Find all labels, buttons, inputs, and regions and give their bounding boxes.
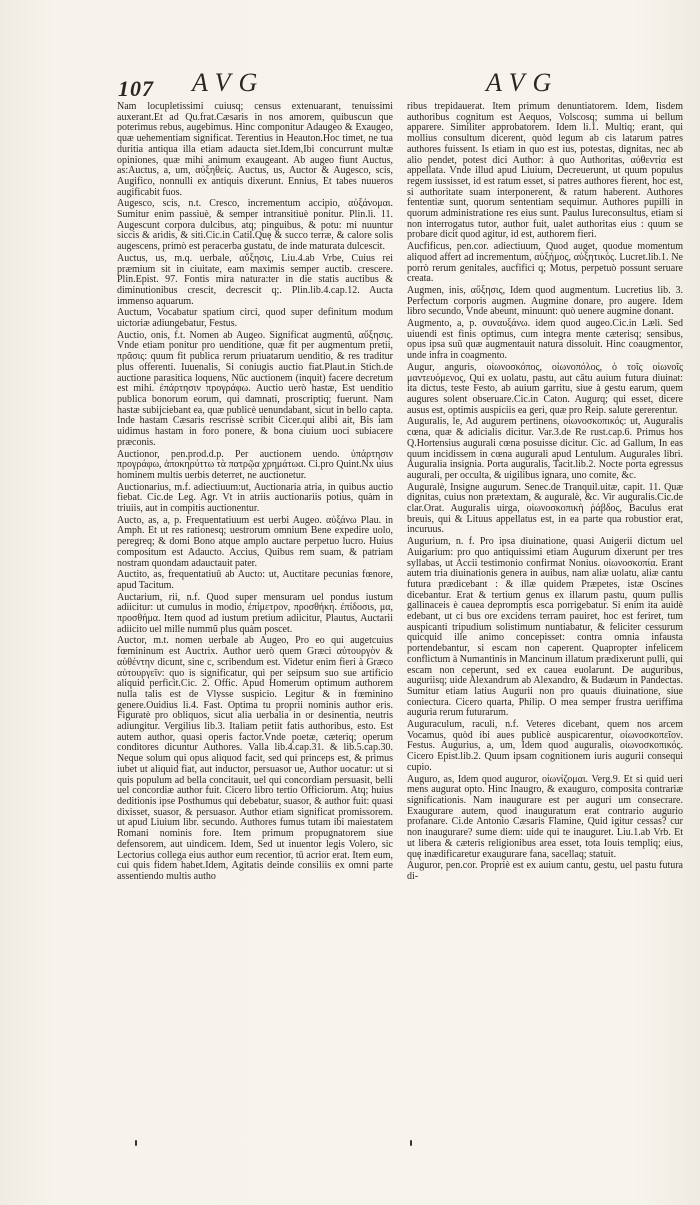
right-column [407, 102, 683, 1142]
dictionary-entry: Auctus, us, m.q. uerbale, αὔξησις, Liu.4.ab Vrbe, Cuius rei præmium sit in ciuitate, eam maximis semper auctib. crescere. Plin.Epist. 97. Fontis mira natura:ter in die statis auctibus & diminutionibus crescit, decrescit q;. Plin.lib.4.cap.12. Aucta immenso aquarum. [117, 252, 393, 307]
dictionary-entry: Auctionarius, m.f. adiectiuum:ut, Auctionaria atria, in quibus auctio fiebat. Cic.de Leg. Agr. Vt in atriis auctionariis potius, quàm in triuiis, aut in compitis auctionentur. [117, 481, 393, 515]
dictionary-entry: Auctito, as, frequentatiuū ab Aucto: ut, Auctitare pecunias fœnore, apud Tacitum. [117, 569, 393, 591]
dictionary-entry: Auctionor, pen.prod.d.p. Per auctionem uendo. ὑπάρτησιν προγράφω, ἀποκηρύττω τὰ πατρῷα χρημάτωα. Ci.pro Quint.Nx uius hominem multis uerbis deterret, ne auctionetur. [117, 448, 393, 481]
dictionary-entry: Augmen, inis, αὔξησις, Idem quod augmentum. Lucretius lib. 3. Perfectum corporis augmen. Augmine donare, pro augere. Idem libro secundo, Vnde abeunt, minuunt: quò uenere augmine donant. [407, 284, 683, 318]
ink-speck [410, 1140, 412, 1146]
text-columns [117, 102, 683, 1142]
dictionary-entry: Auguralè, Insigne augurum. Senec.de Tranquil.uitæ, capit. 11. Quæ dignitas, cuius non prætextam, & auguralè, &c. Vir auguralis.Cic.de clar.Orat. Auguralis uirga, οἰωνοσκοπικὴ ῥάβδος, Baculus erat breuis, qui & Lituus appellatus est, in ea parte qua robustior erat, incuruus. [407, 481, 683, 536]
left-column [117, 102, 393, 1142]
dictionary-entry: Auctarium, rii, n.f. Quod super mensuram uel pondus iustum adiicitur: ut cumulus in modio, ἐπίμετρον, προσθήκη. ἐπίδοσιs, μα, προσθήμα. Item quod ad iustum pretium adiicitur, Plautus, Auctarii adiicito uel mille nummũ plus quàm poscet. [117, 591, 393, 635]
dictionary-entry: Augur, anguris, οἰωνοσκόπος, οἰωνοπόλος, ὁ τοῖς οἰωνοῖς μαντευόμενος, Qui ex uolatu, pastu, aut cātu auium futura diuinat: ita dictus, teste Festo, ab auium garritu, siue à gestu earum, quem augures solent obseruare.Cic.in Caton. Augurq; qui esset, dicere ausus est, optimis auspiciis ea geri, quæ pro Reip. salute gererentur. [407, 361, 683, 416]
dictionary-entry: ribus trepidauerat. Item primum denuntiatorem. Idem, Iisdem authoribus cognitum est Aequos, Volscosq; summa ui bellum apparere. Similiter approbatorem. Idem li.1. Multiq; erant, qui mollius consultum dicerent, quòd legum ab cis latarum patres authores fuissent. Is etiam in quo est ius, potestas, dignitas, nec ab alio pendet, potest dici Author: à quo Authoritas, αὐθεντία est appellata. Vnde illud apud Liuium, Decreuerunt, ut quum populus regem iussisset, id est ratum esset, si patres authores fierent, hoc est, si authoritate suam interponerent, & ratum haberent. Authores fententiæ sunt, quorum sententiam sequimur. Authores pupilli in quorum administratione res eius sunt. Paulus Iureconsultus, etiam si non interrogatus tutor, author fuit, ualet authoritas eius : quum se probare dicit quod agitur, id est, authorem fieri. [407, 102, 683, 241]
dictionary-entry: Aucfificus, pen.cor. adiectiuum, Quod auget, quodue momentum aliquod affert ad incrementum, αὐξήμος, αὐξητικός. Lucret.lib.1. Ne porrò rerum genitales, aucfifici q; Motus, perpetuò possunt seruare creata. [407, 241, 683, 285]
right-running-head: AVG [486, 68, 560, 97]
page-number: 107 [118, 76, 154, 101]
ink-speck [135, 1140, 137, 1146]
dictionary-entry: Auguraculum, raculi, n.f. Veteres dicebant, quem nos arcem Vocamus, quòd ibi aues publicè auspicarentur, οἰωνοσκοπεῖον. Festus. Augurius, a, um, Idem quod auguralis, οἰωνοσκοπικός. Cicero Epist.lib.2. Quum ipsam cognitionem iuris augurii consequi cupio. [407, 719, 683, 773]
dictionary-entry: Auctio, onis, f.t. Nomen ab Augeo. Significat augmentũ, αὔξησις. Vnde etiam ponitur pro uenditione, quæ fit per augmentum pretii, πρᾶσις: quum fit publica rerum priuatarum uenditio, & res traditur plus offerenti. Iuuenalis, Si coniugis auctio fiat.Plaut.in Stich.de auctione parasitica loquens, Nūc auctionem (inquit) facere decretum est mihi. ἐπάρτησιν προγράφω. Auctio uerò hastæ, Est uenditio publica bonorum eorum, qui damnati, proscriptiq; fuerunt. Nam hastæ subijciebant ea, quæ publicè uenundabant, sicut in bello capta. Inde hastam Cæsaris rescrissè scribit Cicer.qui alibi ait, Bis iam uidimus hastam in foro ponere, & bona ciuium uoci subiacere præconis. [117, 329, 393, 448]
dictionary-entry: Augesco, scis, n.t. Cresco, incrementum accipio, αὐξάνομαι. Sumitur enim passiuè, & semper intransitiuè ponitur. Plin.li. 11. Augescunt corpora dulcibus, atq; pinguibus, & potu: mi nuuntur siccis & aridis, & siti.Cic.in Catil.Quę & succo terræ, & calore solis augescens, primò est peracerba gustatu, de inde maturata dulcescit. [117, 198, 393, 253]
dictionary-entry: Auctor, m.t. nomen uerbale ab Augeo, Pro eo qui augetcuius fœmininum est Auctrix. Author uerò quem Græci αὐτουργὸν & αὐθέντην dicunt, sine c, scribendum est. Videtur enim fieri à Græco αὐτουργεῖν: quo is significatur, qui per seipsum suo sue artificio aliquid perficit.Cic. 2. Offic. Apud Homerum optimum authorem nulla talis est de Vlysse suspicio. Legitur & in fœminino genere.Ouidius li.4. Fast. Optima tu proprii nominis author eris. Figuratè pro obliquos, sicut alia uerbalia in or desinentia, neutris adiungitur. Vergilius lib.3. Italiam petiit fatis authoribus, esto. Est autem author, quasi operis factor.Vnde poetæ, cæteriq; operum conditores dicuntur Authores. Valla lib.4.cap.31. & lib.5.cap.30. Neque solum qui opus aliquod facit, sed qui princeps est, & primus iubet ut aliquid fiat, aut inductor, persuasor ue, Author uocatur: ut si quis populum ad bella concitauit, uel qui concordiam persuasit, belli uel concordiæ author fuit. Cicero libro tertio Officiorum. Atq; huius deditionis ipse Posthumus qui debebatur, suasor, & author fuit: quasi dixisset, suasor, & persuasor. Author etiam significat promissorem. ut apud Liuium libr. secundo. Authores fumus tutam ibi maiestatem Romani nominis fore. Item primum propugnatorem siue defensorem, aut uindicem. Idem, Sed ut inuentor legis Volero, sic Lectorius collega eius author eum recentior, tū acrior erat. Item eum, cui quis fidem habet.Idem, Agitatis deinde consiliis ex omni parte assentiendo multis autho [117, 635, 393, 882]
dictionary-entry: Auguro, as, Idem quod auguror, οἰωνίζομαι. Verg.9. Et si quid ueri mens augurat opto. Hinc Inaugro, & exauguro, composita contrariæ significationis. Nam inaugurare est per auguri um consecrare. Exaugurare autem, quod inauguratum erat contrario augurio profanare. Ci.de Antonio Cæsaris Flamine, Quid igitur cessas? cur non inaugurare? sume diem: uide qui te inauguret. Liu.1.ab Vrb. Et ut libera & cæteris religionibus area esset, tota Iouis templiq; eius, quę inædificaretur exaugurare fana, sacellaq; statuit. [407, 773, 683, 860]
dictionary-entry: Auguror, pen.cor. Propriè est ex auium cantu, gestu, uel pastu futura di- [407, 860, 683, 882]
dictionary-entry: Augmento, a, p. συναυξάνω. idem quod augeo.Cic.in Læli. Sed uiuendi est finis optimus, cum integra mente cæterisq; sensibus, opus ipsa suũ quæ augmentauit natura dissoluit. Hinc coaugmentor, unde infra in coagmento. [407, 318, 683, 362]
left-running-head: AVG [192, 68, 266, 97]
page-header [118, 68, 678, 104]
dictionary-entry: Nam locupletissimi cuiusq; census extenuarant, tenuissimi auxerant.Et ad Qu.frat.Cæsaris in nos amorem, quibuscun que poterimus rebus, augebimus. Hinc componitur Adaugeo & Exaugeo, quæ uehementiam significat. Terentius in Heauton.Hoc timet, ne tua duritia antiqua illa etiam adaucta siet.Idem,Ibi concurrunt multæ opiniones, quæ mihi animum exaugeant. Ab augeo fiunt Auctus, as:Auctus, a, um, αὐξηθείς. Auctus, us, Auctor & Augesco, scis, Augifico, nonnulli ex antiquis dixerunt. Ennius, Et tabes nuueros augificabit fuos. [117, 102, 393, 198]
dictionary-entry: Augurium, n. f. Pro ipsa diuinatione, quasi Auigerii dictum uel Auigarium: pro quo antiquissimi etiam Augurum dixerunt per tres syllabas, ut Accii testimonio confirmat Nonius. οἰωνοσκοπία. Erant autem tria diuinationis genera in auibus, nam aliæ uolatu, aliæ cantu futura prædicebant : & illæ quidem Præpetes, istæ Oscines dicebantur. Erat & tertium genus ex illarum pastu, quum pullis gallinaceis è cauea depromptis esca porrigebatur. Si enim ita auidè edebant, ut ci bus ore excidens terram pauiret, hoc est feriret, tum auspicanti tripudium solistimum nuntiabatur, & feliciter cessurum quicquid ille animo concepisset: contra omnia infausta portendebantur, si escam non caperent. Quapropter infelicem conflictum à Numantinis in Mancinum illatum prædixerunt pulli, qui escam non ceperunt, sed ex cauea euolarunt. De auguribus, auguriisq; uide Alexandrum ab Alexandro, & Budæum in Pandectas. Sumitur etiam latius Augurii non pro quauis diuinatione, siue coniectura. Cicero quarta, Philip. O mea semper frustra ueriffima auguria rerum futurarum. [407, 536, 683, 719]
dictionary-entry: Auctum, Vocabatur spatium circi, quod super definitum modum uictoriæ adiungebatur, Festus. [117, 307, 393, 330]
dictionary-entry: Aucto, as, a, p. Frequentatiuum est uerbi Augeo. αὐξάνω Plau. in Amph. Et ut res rationesq; uestrorum omnium Bene expedire uolo, peregreq; & domi Bono atque amplo auctare perpetuo lucro. Huius compositum est Adaucto. Accius, Quibus rem suam, & patriam nostram quondam adauctauit pater. [117, 514, 393, 569]
dictionary-entry: Auguralis, le, Ad augurem pertinens, οἰωνοσκοπικός: ut, Auguralis cœna, quæ & adicialis dicitur. Var.3.de Re rust.cap.6. Primus hos Q.Hortensius augurali cœna posuisse dicitur. Cic. ad Gallum, In eas quum incidissem in cœna augurali apud Lentulum. Augurales libri. Auguralia insignia. Porta auguralis, Tacit.lib.2. Nocte porta egressus augurali, per occulta, & uigilibus ignara, uno comite, &c. [407, 416, 683, 481]
